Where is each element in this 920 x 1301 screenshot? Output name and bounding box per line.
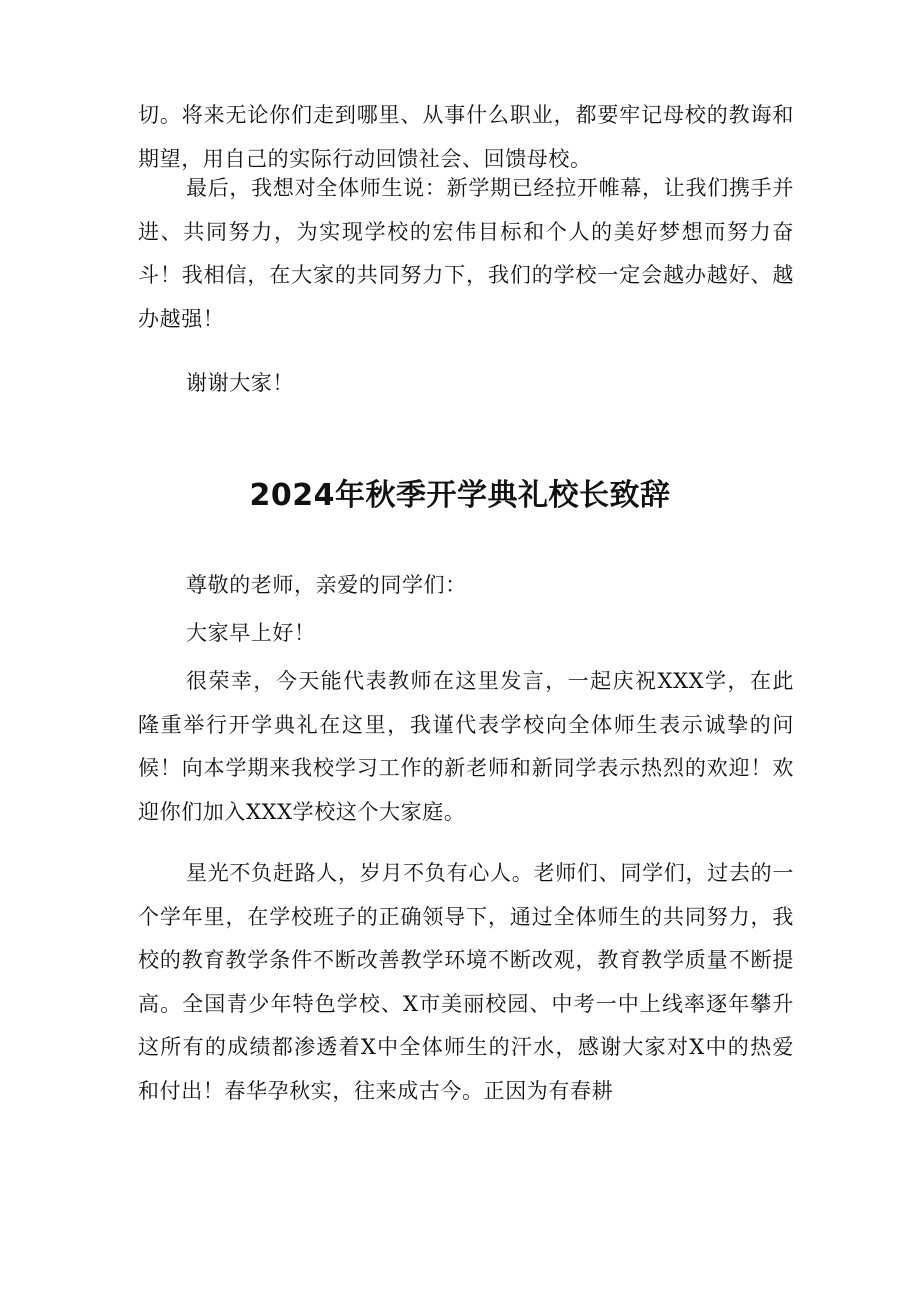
paragraph-final-words: 最后，我想对全体师生说：新学期已经拉开帷幕，让我们携手并进、共同努力，为实现学校的宏伟目标和个人的美好梦想而努力奋斗！我相信，在大家的共同努力下，我们的学校一定会越办越好、越办越强！ (138, 176, 794, 331)
paragraph-thanks: 谢谢大家！ (186, 371, 294, 395)
greeting-line: 尊敬的老师，亲爱的同学们： (186, 573, 467, 597)
document-title: 2024年秋季开学典礼校长致辞 (249, 478, 671, 513)
paragraph-achievements: 星光不负赶路人，岁月不负有心人。老师们、同学们，过去的一个学年里，在学校班子的正确领导下，通过全体师生的共同努力，我校的教育教学条件不断改善教学环境不断改观，教育教学质量不断提高。全国青少年特色学校、X市美丽校园、中考一中上线率逐年攀升这所有的成绩都渗透着X中全体师生的汗水，感谢大家对X中的热爱和付出！春华孕秋实，往来成古今。正因为有春耕 (138, 861, 794, 1103)
paragraph-welcome: 很荣幸，今天能代表教师在这里发言，一起庆祝XXX学，在此隆重举行开学典礼在这里，我谨代表学校向全体师生表示诚挚的问候！向本学期来我校学习工作的新老师和新同学表示热烈的欢迎！欢迎你们加入XXX学校这个大家庭。 (138, 669, 794, 824)
paragraph-closing-continuation: 切。将来无论你们走到哪里、从事什么职业，都要牢记母校的教诲和期望，用自己的实际行动回馈社会、回馈母校。 (138, 103, 794, 171)
salutation-line: 大家早上好！ (186, 621, 316, 645)
